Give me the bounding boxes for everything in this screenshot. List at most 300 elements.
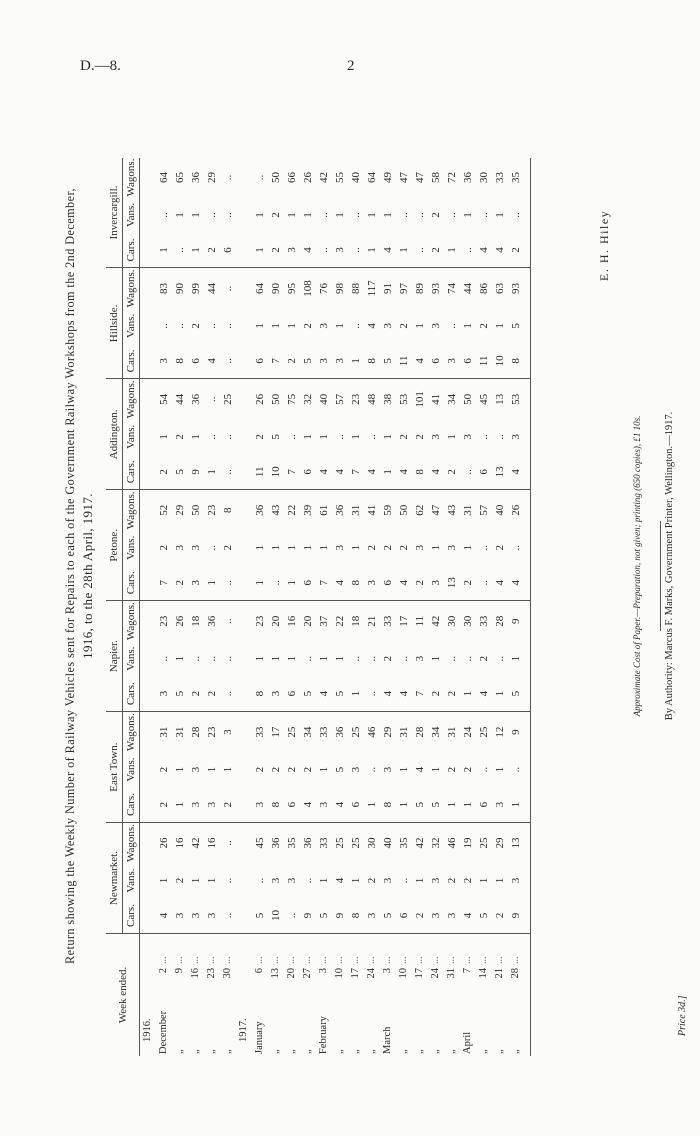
table-cell: 31: [158, 726, 170, 738]
table-cell: ..: [206, 544, 218, 551]
table-cell: 3: [382, 877, 394, 884]
table-cell: 5: [300, 676, 316, 712]
table-cell: 5: [412, 787, 428, 823]
table-cell: [140, 641, 157, 676]
table-cell: 5: [172, 454, 188, 490]
day-label: 21: [494, 968, 505, 979]
table-cell: 3: [270, 877, 282, 884]
table-cell: 1: [286, 212, 298, 218]
table-cell: 2: [460, 565, 476, 601]
subcolumn-header: Cars.: [123, 232, 140, 268]
table-cell: 24: [462, 726, 474, 738]
table-cell: 29: [494, 837, 506, 849]
table-cell: 83: [158, 282, 170, 294]
table-cell: 4: [476, 232, 492, 268]
table-cell: 45: [254, 837, 266, 849]
table-cell: 6: [300, 454, 316, 490]
table-cell: ..: [510, 212, 522, 218]
week-cell: [332, 934, 348, 1057]
table-cell: 9: [510, 618, 522, 624]
table-cell: [236, 565, 252, 601]
table-cell: ..: [220, 565, 236, 601]
table-cell: 4: [300, 787, 316, 823]
month-label: „: [366, 1049, 377, 1054]
table-cell: 2: [414, 434, 426, 440]
table-row: [220, 158, 236, 1056]
table-cell: 3: [252, 787, 268, 823]
table-cell: 1: [446, 434, 458, 440]
table-cell: 88: [350, 282, 362, 294]
table-cell: 25: [286, 726, 298, 738]
table-cell: [236, 752, 252, 787]
table-cell: 3: [190, 766, 202, 773]
subcolumn-header: Vans.: [123, 863, 140, 898]
table-cell: 90: [174, 282, 186, 294]
table-cell: 18: [190, 615, 202, 627]
table-cell: ..: [460, 454, 476, 490]
table-row: [380, 158, 396, 1056]
table-cell: 2: [430, 212, 442, 218]
table-cell: ..: [334, 434, 346, 440]
month-label: January: [254, 1021, 265, 1054]
leader-dots: ...: [222, 956, 233, 964]
table-cell: ..: [254, 877, 266, 884]
table-cell: [140, 419, 157, 454]
table-cell: 50: [270, 393, 282, 405]
table-cell: ..: [206, 655, 218, 662]
table-cell: 2: [366, 544, 378, 551]
table-cell: 55: [334, 172, 346, 184]
table-cell: 29: [382, 726, 394, 738]
table-cell: 9: [508, 898, 524, 934]
rule-cell: [524, 787, 531, 823]
table-row: [252, 158, 268, 1056]
table-row: [492, 158, 508, 1056]
subcolumn-header: Wagons.: [123, 379, 140, 419]
subcolumn-header: Cars.: [123, 898, 140, 934]
workshop-header: East Town.: [106, 712, 123, 823]
table-cell: 4: [396, 676, 412, 712]
table-cell: 10: [268, 454, 284, 490]
table-cell: 4: [380, 676, 396, 712]
table-cell: 3: [284, 232, 300, 268]
table-cell: 32: [302, 393, 314, 405]
rule-cell: [524, 863, 531, 898]
table-cell: 4: [332, 565, 348, 601]
table-row: [300, 158, 316, 1056]
table-cell: [236, 676, 252, 712]
table-cell: 16: [286, 615, 298, 627]
table-cell: 4: [380, 232, 396, 268]
table-cell: 5: [252, 898, 268, 934]
day-label: 3: [382, 968, 393, 974]
table-cell: 33: [478, 615, 490, 627]
leader-dots: ...: [302, 956, 313, 964]
table-cell: 6: [476, 787, 492, 823]
table-cell: 50: [270, 172, 282, 184]
rule-cell: [524, 419, 531, 454]
table-row: [284, 158, 300, 1056]
subcolumn-header: Wagons.: [123, 490, 140, 530]
table-cell: 2: [254, 434, 266, 440]
table-cell: 1: [174, 766, 186, 773]
table-cell: [140, 712, 157, 752]
table-cell: [140, 308, 157, 343]
table-cell: 33: [494, 172, 506, 184]
table-cell: [236, 158, 252, 198]
table-cell: 97: [398, 282, 410, 294]
table-cell: [140, 787, 157, 823]
table-cell: [236, 490, 252, 530]
week-cell: [444, 934, 460, 1057]
table-cell: 4: [476, 676, 492, 712]
table-cell: 3: [332, 343, 348, 379]
table-cell: 1: [252, 565, 268, 601]
table-cell: ..: [222, 840, 234, 846]
table-cell: 2: [462, 877, 474, 884]
table-cell: 1: [284, 565, 300, 601]
table-cell: 25: [222, 393, 234, 405]
table-cell: 3: [510, 877, 522, 884]
table-cell: 33: [382, 615, 394, 627]
leader-dots: ...: [254, 956, 265, 964]
subcolumn-header: Wagons.: [123, 712, 140, 752]
table-cell: 40: [350, 172, 362, 184]
table-cell: 2: [270, 766, 282, 773]
table-cell: 22: [334, 615, 346, 627]
table-cell: 2: [382, 655, 394, 662]
workshop-header-row: [106, 158, 123, 1056]
table-cell: ..: [284, 898, 300, 934]
table-cell: [236, 863, 252, 898]
table-cell: 8: [172, 343, 188, 379]
table-cell: 34: [446, 393, 458, 405]
table-cell: ..: [412, 232, 428, 268]
table-cell: 33: [254, 726, 266, 738]
cost-note: Approximate Cost of Paper.—Preparation, not given; printing (650 copies), £1 10s.: [632, 415, 642, 717]
table-cell: [236, 379, 252, 419]
table-cell: 3: [190, 544, 202, 551]
table-cell: 16: [174, 837, 186, 849]
table-cell: 2: [284, 343, 300, 379]
subcolumn-header: Vans.: [123, 641, 140, 676]
table-cell: 36: [206, 615, 218, 627]
table-row: [508, 158, 524, 1056]
table-row: [188, 158, 204, 1056]
price-note: Price 3d.]: [677, 995, 688, 1036]
table-cell: 1: [444, 787, 460, 823]
table-cell: 6: [396, 898, 412, 934]
return-title: [62, 106, 96, 1046]
month-label: „: [398, 1049, 409, 1054]
year-label: 1916.: [142, 1018, 153, 1042]
leader-dots: ...: [462, 956, 473, 964]
table-cell: 1: [270, 323, 282, 329]
table-cell: 3: [286, 877, 298, 884]
table-cell: 4: [316, 454, 332, 490]
month-label: April: [462, 1031, 473, 1054]
table-cell: ..: [172, 232, 188, 268]
subcolumn-header: Wagons.: [123, 268, 140, 308]
day-label: 20: [286, 968, 297, 979]
table-cell: 3: [364, 898, 380, 934]
table-cell: 26: [158, 837, 170, 849]
week-cell: [300, 934, 316, 1057]
week-cell: [284, 934, 300, 1057]
table-cell: [140, 343, 157, 379]
week-cell: [220, 934, 236, 1057]
leader-dots: ...: [510, 956, 521, 964]
table-cell: 3: [204, 898, 220, 934]
table-cell: 36: [190, 172, 202, 184]
table-row: [268, 158, 284, 1056]
table-cell: 36: [254, 504, 266, 516]
table-cell: 6: [460, 343, 476, 379]
table-cell: 43: [446, 504, 458, 516]
table-cell: 17: [398, 615, 410, 627]
table-cell: 2: [220, 787, 236, 823]
table-cell: ..: [478, 544, 490, 551]
table-cell: 7: [268, 343, 284, 379]
authority-line: By Authority: Marcus F. Marks, Government Printer, Wellington.—1917.: [664, 411, 675, 721]
table-cell: 20: [302, 615, 314, 627]
week-cell: [380, 934, 396, 1057]
table-cell: 2: [462, 766, 474, 773]
rule-cell: [524, 308, 531, 343]
leader-dots: ...: [478, 956, 489, 964]
table-cell: 1: [156, 232, 172, 268]
table-cell: ..: [350, 655, 362, 662]
table-cell: 2: [190, 323, 202, 329]
table-cell: 1: [254, 212, 266, 218]
table-cell: 1: [190, 212, 202, 218]
table-cell: 2: [398, 323, 410, 329]
table-cell: 28: [414, 726, 426, 738]
table-cell: 74: [446, 282, 458, 294]
day-label: 9: [174, 968, 185, 974]
day-label: 3: [318, 968, 329, 974]
table-cell: 1: [286, 544, 298, 551]
table-cell: 1: [318, 877, 330, 884]
table-cell: 31: [462, 504, 474, 516]
table-cell: 4: [414, 766, 426, 773]
year-label: 1917.: [238, 1018, 249, 1042]
table-cell: [236, 601, 252, 641]
table-row: [332, 158, 348, 1056]
leader-dots: ...: [206, 956, 217, 964]
table-cell: 3: [414, 544, 426, 551]
table-cell: 1: [334, 212, 346, 218]
table-cell: 1: [158, 877, 170, 884]
table-cell: [140, 752, 157, 787]
table-cell: 42: [190, 837, 202, 849]
table-cell: 23: [206, 504, 218, 516]
table-cell: 1: [462, 544, 474, 551]
table-cell: 1: [190, 434, 202, 440]
table-cell: 4: [508, 565, 524, 601]
table-cell: 1: [222, 766, 234, 773]
table-cell: 29: [206, 172, 218, 184]
week-cell: [156, 934, 172, 1057]
table-bottom-rule: [524, 158, 531, 1056]
table-cell: 39: [302, 504, 314, 516]
month-label: „: [206, 1049, 217, 1054]
table-cell: 2: [398, 544, 410, 551]
table-cell: [236, 419, 252, 454]
table-cell: 3: [334, 544, 346, 551]
month-label: „: [174, 1049, 185, 1054]
table-cell: 1: [462, 212, 474, 218]
table-body: [140, 158, 531, 1056]
subcolumn-header: Wagons.: [123, 823, 140, 863]
day-label: 28: [510, 968, 521, 979]
table-cell: 1: [382, 212, 394, 218]
leader-dots: ...: [174, 956, 185, 964]
table-cell: [140, 823, 157, 863]
table-cell: 25: [350, 837, 362, 849]
table-cell: 3: [382, 766, 394, 773]
day-label: 16: [190, 968, 201, 979]
table-cell: 62: [414, 504, 426, 516]
leader-dots: ...: [334, 956, 345, 964]
table-cell: 1: [430, 655, 442, 662]
table-cell: ..: [350, 323, 362, 329]
table-cell: 99: [190, 282, 202, 294]
table-cell: 31: [398, 726, 410, 738]
table-cell: 3: [156, 343, 172, 379]
table-cell: 2: [398, 434, 410, 440]
table-cell: 23: [254, 615, 266, 627]
table-cell: 53: [398, 393, 410, 405]
rule-cell: [524, 379, 531, 419]
table-cell: 36: [270, 837, 282, 849]
week-cell: [428, 934, 444, 1057]
table-cell: 50: [190, 504, 202, 516]
table-cell: 6: [220, 232, 236, 268]
table-cell: 3: [172, 898, 188, 934]
month-label: „: [478, 1049, 489, 1054]
table-cell: 1: [398, 766, 410, 773]
table-cell: 53: [510, 393, 522, 405]
table-cell: 3: [430, 877, 442, 884]
table-cell: 1: [318, 434, 330, 440]
title-line-1: Return showing the Weekly Number of Railway Vehicles sent for Repairs to each of the Government Railway Workshops from the 2nd December,: [63, 188, 77, 964]
table-cell: ..: [462, 655, 474, 662]
table-cell: 16: [206, 837, 218, 849]
table-cell: 5: [428, 787, 444, 823]
table-cell: 11: [252, 454, 268, 490]
table-cell: 35: [286, 837, 298, 849]
table-cell: 32: [430, 837, 442, 849]
table-cell: 25: [478, 837, 490, 849]
week-cell: [316, 934, 332, 1057]
table-cell: 65: [174, 172, 186, 184]
table-cell: 3: [444, 898, 460, 934]
table-cell: 1: [172, 787, 188, 823]
table-cell: [140, 268, 157, 308]
table-cell: 6: [252, 343, 268, 379]
table-cell: 36: [190, 393, 202, 405]
table-cell: 47: [398, 172, 410, 184]
table-cell: 1: [380, 454, 396, 490]
table-cell: 3: [204, 787, 220, 823]
table-cell: [236, 343, 252, 379]
table-cell: 4: [334, 877, 346, 884]
table-cell: 6: [188, 343, 204, 379]
table-cell: 34: [302, 726, 314, 738]
subcolumn-header: Cars.: [123, 454, 140, 490]
table-cell: 1: [494, 323, 506, 329]
table-cell: 1: [460, 787, 476, 823]
table-cell: ..: [220, 343, 236, 379]
table-cell: ..: [268, 565, 284, 601]
table-cell: 25: [350, 726, 362, 738]
leader-dots: ...: [270, 956, 281, 964]
subcolumn-header: Cars.: [123, 565, 140, 601]
table-cell: ..: [174, 323, 186, 329]
month-label: „: [222, 1049, 233, 1054]
table-cell: 4: [332, 787, 348, 823]
table-cell: 42: [318, 172, 330, 184]
table-row: [348, 158, 364, 1056]
table-cell: 29: [174, 504, 186, 516]
table-cell: ..: [206, 396, 218, 403]
table-row: [172, 158, 188, 1056]
table-cell: 25: [478, 726, 490, 738]
table-cell: 33: [318, 726, 330, 738]
table-cell: 76: [318, 282, 330, 294]
week-cell: [268, 934, 284, 1057]
table-cell: 72: [446, 172, 458, 184]
rule-cell: [524, 898, 531, 934]
table-cell: 3: [316, 343, 332, 379]
week-cell: [396, 934, 412, 1057]
table-cell: 3: [316, 787, 332, 823]
month-label: „: [302, 1049, 313, 1054]
table-cell: 46: [366, 726, 378, 738]
week-cell: [364, 934, 380, 1057]
table-cell: 45: [478, 393, 490, 405]
day-label: 2: [158, 968, 169, 974]
subcolumn-header: Vans.: [123, 752, 140, 787]
table-cell: 1: [252, 232, 268, 268]
table-cell: ..: [286, 434, 298, 440]
subcolumn-header: Cars.: [123, 343, 140, 379]
table-cell: 44: [206, 282, 218, 294]
table-cell: 3: [188, 898, 204, 934]
table-cell: 50: [398, 504, 410, 516]
table-row: [476, 158, 492, 1056]
table-cell: 2: [428, 232, 444, 268]
table-cell: 4: [156, 898, 172, 934]
table-cell: [140, 197, 157, 232]
month-label: „: [286, 1049, 297, 1054]
table-cell: 5: [508, 676, 524, 712]
table-cell: 42: [430, 615, 442, 627]
month-label: „: [414, 1049, 425, 1054]
table-cell: 2: [254, 766, 266, 773]
table-cell: 2: [446, 766, 458, 773]
table-cell: 7: [316, 565, 332, 601]
table-cell: 26: [510, 504, 522, 516]
table-cell: 36: [462, 172, 474, 184]
table-cell: 1: [350, 434, 362, 440]
table-cell: 41: [366, 504, 378, 516]
week-cell: [188, 934, 204, 1057]
table-cell: ..: [222, 434, 234, 440]
table-cell: 11: [414, 615, 426, 627]
table-cell: 46: [446, 837, 458, 849]
